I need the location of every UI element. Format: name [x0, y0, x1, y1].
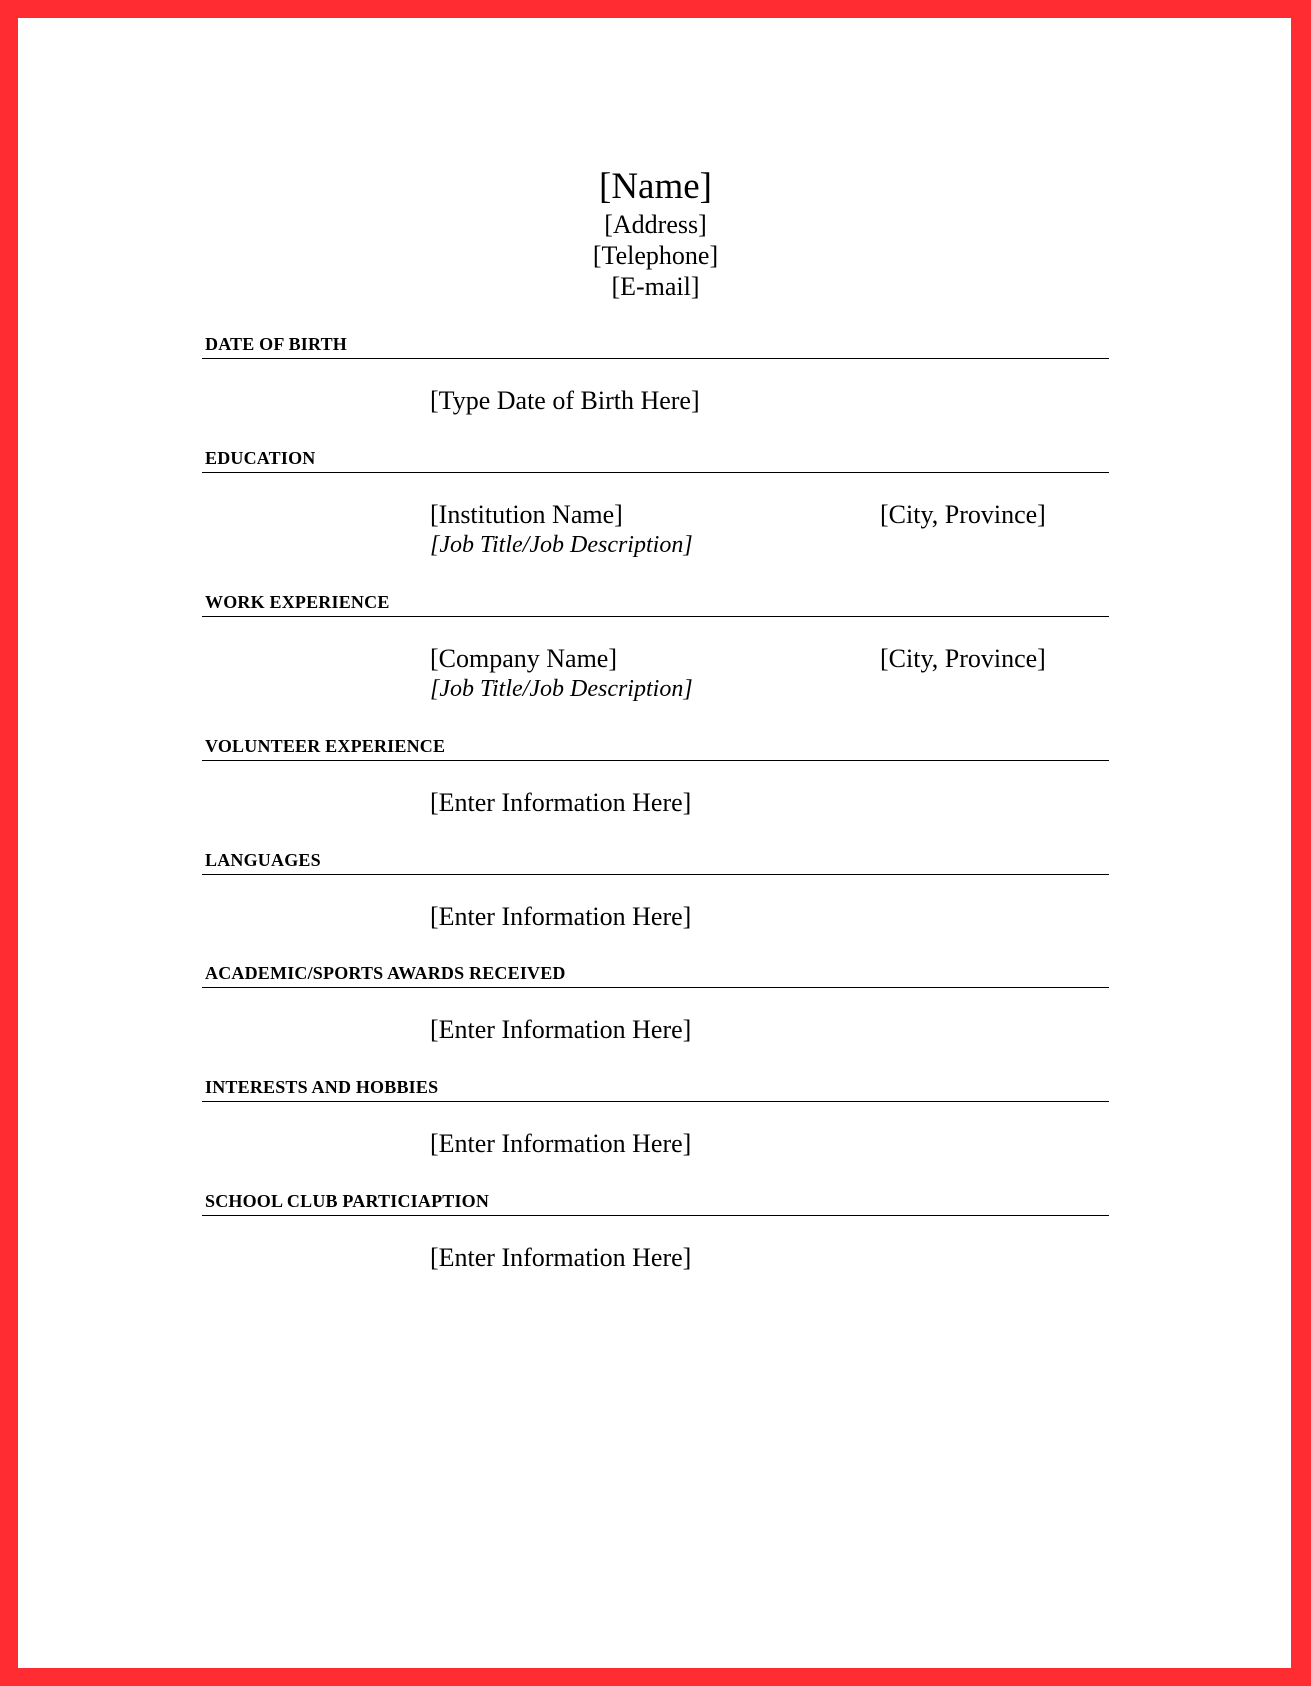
section-title-date-of-birth: DATE OF BIRTH: [205, 334, 347, 354]
resume-address: [Address]: [604, 210, 707, 239]
work-company: [Company Name]: [430, 644, 618, 673]
work-location: [City, Province]: [880, 644, 1046, 673]
section-divider: [202, 1101, 1109, 1102]
interests-value: [Enter Information Here]: [430, 1129, 692, 1158]
section-divider: [202, 760, 1109, 761]
section-title-education: EDUCATION: [205, 448, 316, 468]
section-divider: [202, 874, 1109, 875]
section-title-work-experience: WORK EXPERIENCE: [205, 592, 390, 612]
education-location: [City, Province]: [880, 500, 1046, 529]
work-description: [Job Title/Job Description]: [430, 676, 693, 702]
section-divider: [202, 987, 1109, 988]
awards-value: [Enter Information Here]: [430, 1015, 692, 1044]
section-title-school-clubs: SCHOOL CLUB PARTICIAPTION: [205, 1191, 490, 1211]
resume-email: [E-mail]: [611, 272, 700, 301]
school-clubs-value: [Enter Information Here]: [430, 1243, 692, 1272]
section-title-languages: LANGUAGES: [205, 850, 321, 870]
section-divider: [202, 1215, 1109, 1216]
section-divider: [202, 358, 1109, 359]
section-divider: [202, 472, 1109, 473]
date-of-birth-value: [Type Date of Birth Here]: [430, 386, 700, 415]
section-divider: [202, 616, 1109, 617]
education-description: [Job Title/Job Description]: [430, 532, 693, 558]
resume-telephone: [Telephone]: [592, 241, 719, 270]
education-institution: [Institution Name]: [430, 500, 623, 529]
languages-value: [Enter Information Here]: [430, 902, 692, 931]
section-title-awards: ACADEMIC/SPORTS AWARDS RECEIVED: [205, 963, 566, 983]
volunteer-value: [Enter Information Here]: [430, 788, 692, 817]
section-title-interests: INTERESTS AND HOBBIES: [205, 1077, 439, 1097]
section-title-volunteer-experience: VOLUNTEER EXPERIENCE: [205, 736, 446, 756]
resume-name: [Name]: [599, 166, 712, 207]
